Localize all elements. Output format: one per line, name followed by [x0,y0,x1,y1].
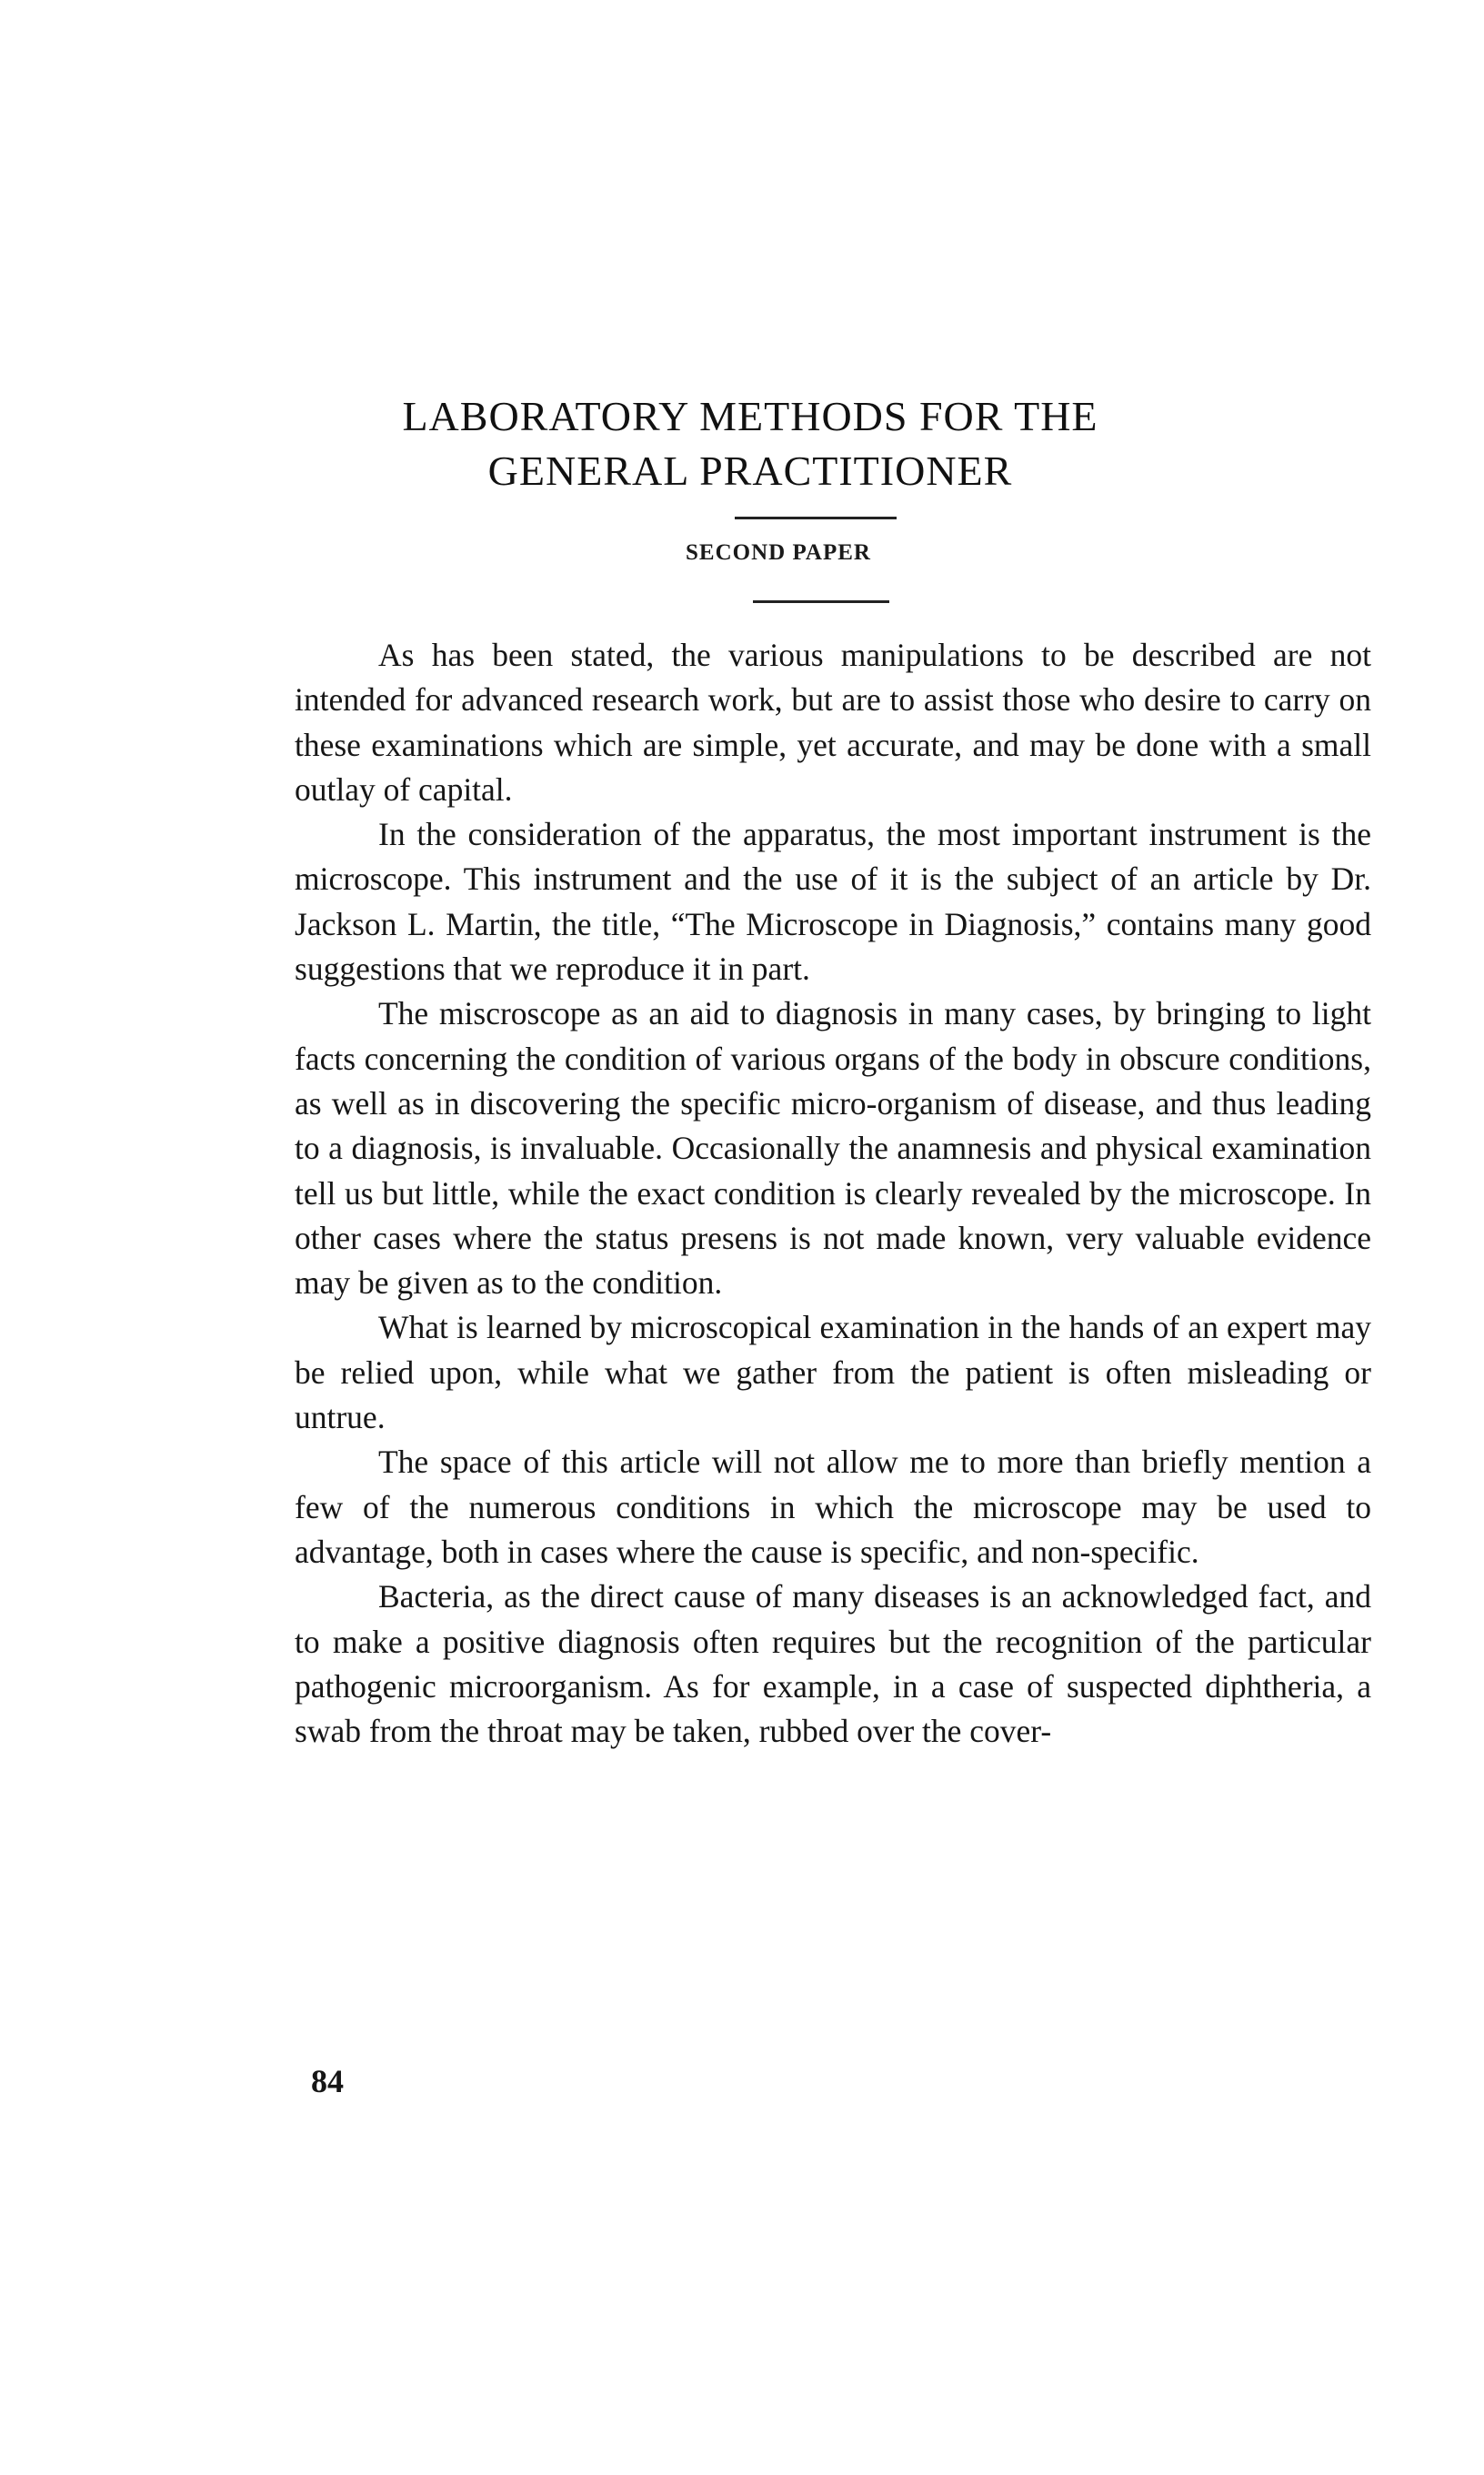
article-body [295,633,1371,1754]
paragraph-1: As has been stated, the various manipulations to be described are not intended for advanced research work, but are to assist those who desire to carry on these examinations which are simple, yet accurate, and may be done with a small outlay of capital. [295,637,1371,808]
article-subtitle: SECOND PAPER [686,540,871,565]
article-title [0,389,1484,498]
paragraph-5: The space of this article will not allow me to more than briefly mention a few of the numerous conditions in which the microscope may be used to advantage, both in cases where the cause is specific, and non-specific. [295,1444,1371,1570]
paragraph-2: In the consideration of the apparatus, the most important instrument is the microscope. This instrument and the use of it is the subject of an article by Dr. Jackson L. Martin, the title, “The Microscope in Diagnosis,” contains many good suggestions that we reproduce it in part. [295,816,1371,988]
paragraph-3: The miscroscope as an aid to diagnosis in many cases, by bringing to light facts concerning the condition of various organs of the body in obscure conditions, as well as in discovering the specific micro-organism of disease, and thus leading to a diagnosis, is invaluable. Occasionally the anamnesis and physical examination tell us but little, while the exact condition is clearly revealed by the microscope. In other cases where the status presens is not made known, very valuable evidence may be given as to the condition. [295,995,1371,1302]
title-divider-bottom [753,600,889,603]
paragraph-4: What is learned by microscopical examination in the hands of an expert may be relied upon, while what we gather from the patient is often misleading or untrue. [295,1309,1371,1436]
paragraph-6: Bacteria, as the direct cause of many diseases is an acknowledged fact, and to make a positive diagnosis often requires but the recognition of the particular pathogenic microorganism. As for example, in a case of suspected diphtheria, a swab from the throat may be taken, rubbed over the cover- [295,1578,1371,1750]
title-line-2: GENERAL PRACTITIONER [487,448,1013,494]
page-number: 84 [311,2063,344,2099]
title-divider-top [735,517,897,519]
title-line-1: LABORATORY METHODS FOR THE [402,393,1098,439]
